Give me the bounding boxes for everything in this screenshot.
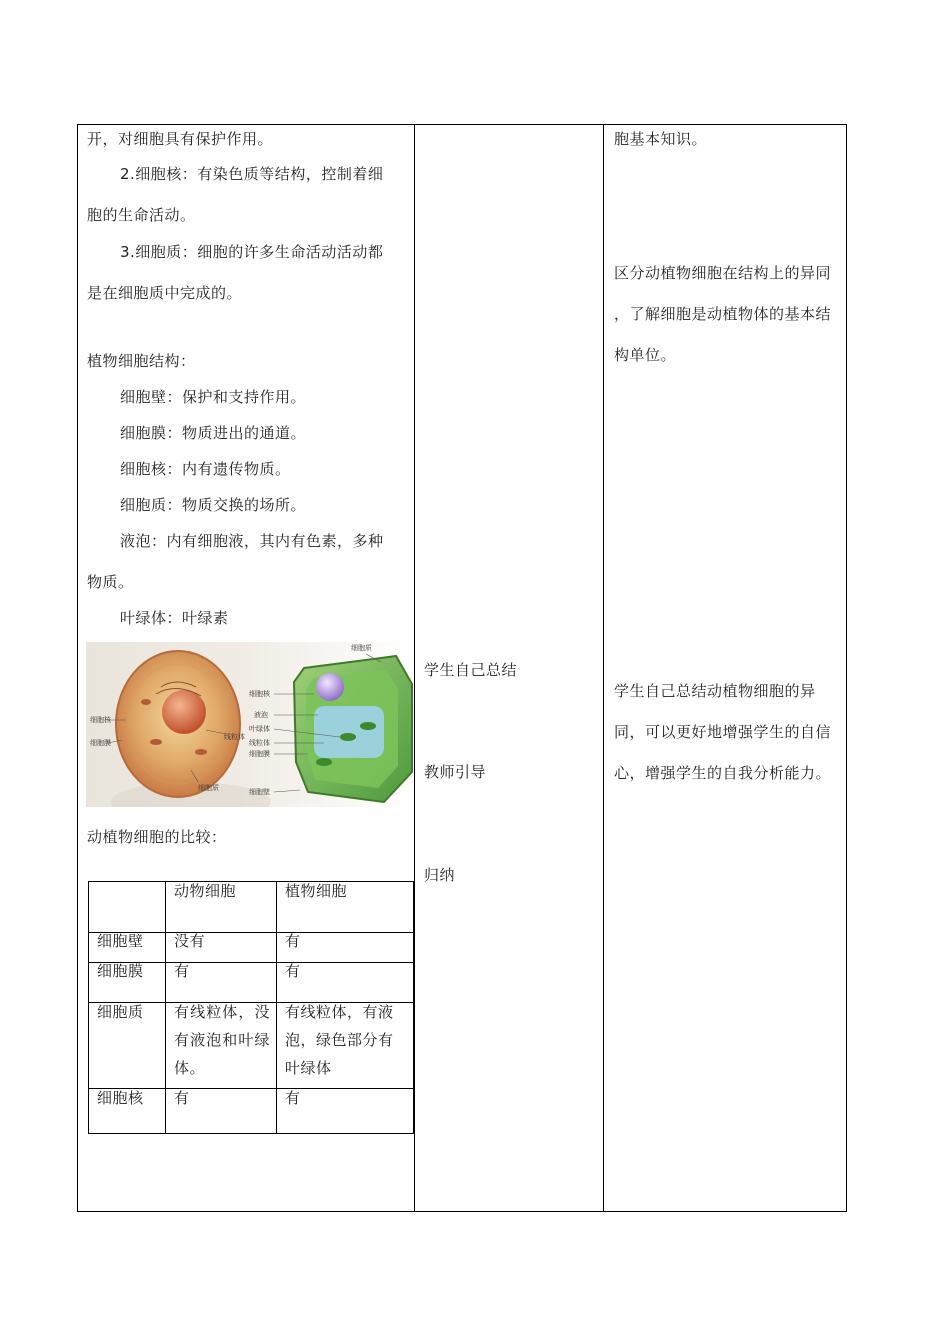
activity-item: 归纳 — [424, 866, 456, 884]
plant-label: 细胞壁 — [249, 788, 270, 796]
activity-item: 教师引导 — [424, 763, 487, 781]
table-cell: 有 — [285, 932, 301, 950]
comparison-table — [88, 881, 414, 1134]
content-line: 细胞膜：物质进出的通道。 — [120, 424, 307, 442]
cell-diagram — [86, 642, 414, 807]
content-line: 细胞质：物质交换的场所。 — [120, 496, 307, 514]
table-cell: 细胞膜 — [97, 962, 144, 980]
table-cell: 细胞核 — [97, 1089, 144, 1107]
table-cell: 有线粒体，有液泡，绿色部分有叶绿体 — [285, 1003, 394, 1077]
content-line: 3.细胞质：细胞的许多生命活动活动都 — [120, 243, 384, 261]
plant-label: 线粒体 — [249, 739, 270, 747]
plant-label: 液泡 — [254, 711, 268, 719]
table-cell: 有 — [285, 1089, 301, 1107]
content-line: 细胞核：内有遗传物质。 — [120, 460, 291, 478]
lesson-table — [77, 124, 847, 1212]
animal-label: 细胞膜 — [90, 739, 111, 747]
content-line: 液泡：内有细胞液，其内有色素，多种 — [120, 532, 384, 550]
cell-diagram-figure — [86, 642, 414, 807]
section-heading: 植物细胞结构： — [87, 352, 196, 370]
table-header: 动物细胞 — [174, 882, 237, 900]
column-divider — [414, 125, 415, 1211]
animal-label: 线粒体 — [224, 733, 245, 741]
table-cell: 有 — [174, 962, 190, 980]
plant-label: 细胞质 — [351, 644, 372, 652]
purpose-text — [614, 671, 844, 794]
table-cell: 有线粒体，没有液泡和叶绿体。 — [174, 1003, 270, 1077]
content-line: 2.细胞核：有染色质等结构，控制着细 — [120, 165, 384, 183]
comparison-heading: 动植物细胞的比较： — [87, 828, 227, 846]
purpose-paragraph: 胞基本知识。 — [614, 130, 708, 148]
table-cell: 有 — [285, 962, 301, 980]
content-line: 叶绿体：叶绿素 — [120, 609, 229, 627]
table-header: 植物细胞 — [285, 882, 348, 900]
plant-label: 细胞膜 — [249, 750, 270, 758]
purpose-paragraph: 学生自己总结动植物细胞的异同，可以更好地增强学生的自信心，增强学生的自我分析能力。 — [614, 682, 832, 782]
purpose-text — [614, 119, 844, 160]
table-cell: 细胞质 — [97, 1003, 144, 1021]
purpose-paragraph: 区分动植物细胞在结构上的异同 ，了解细胞是动植物体的基本结构单位。 — [614, 264, 832, 364]
table-cell: 细胞壁 — [97, 932, 144, 950]
content-line: 物质。 — [87, 573, 134, 591]
animal-label: 细胞质 — [198, 784, 219, 792]
purpose-text — [614, 253, 844, 376]
content-line: 是在细胞质中完成的。 — [87, 284, 243, 302]
column-divider — [603, 125, 604, 1211]
table-cell: 没有 — [174, 932, 206, 950]
content-line: 开，对细胞具有保护作用。 — [87, 130, 274, 148]
content-line: 胞的生命活动。 — [87, 206, 196, 224]
plant-label: 叶绿体 — [249, 725, 270, 733]
plant-label: 细胞核 — [249, 690, 270, 698]
content-line: 细胞壁：保护和支持作用。 — [120, 388, 307, 406]
table-cell: 有 — [174, 1089, 190, 1107]
animal-label: 细胞核 — [90, 716, 111, 724]
activity-item: 学生自己总结 — [424, 661, 518, 679]
